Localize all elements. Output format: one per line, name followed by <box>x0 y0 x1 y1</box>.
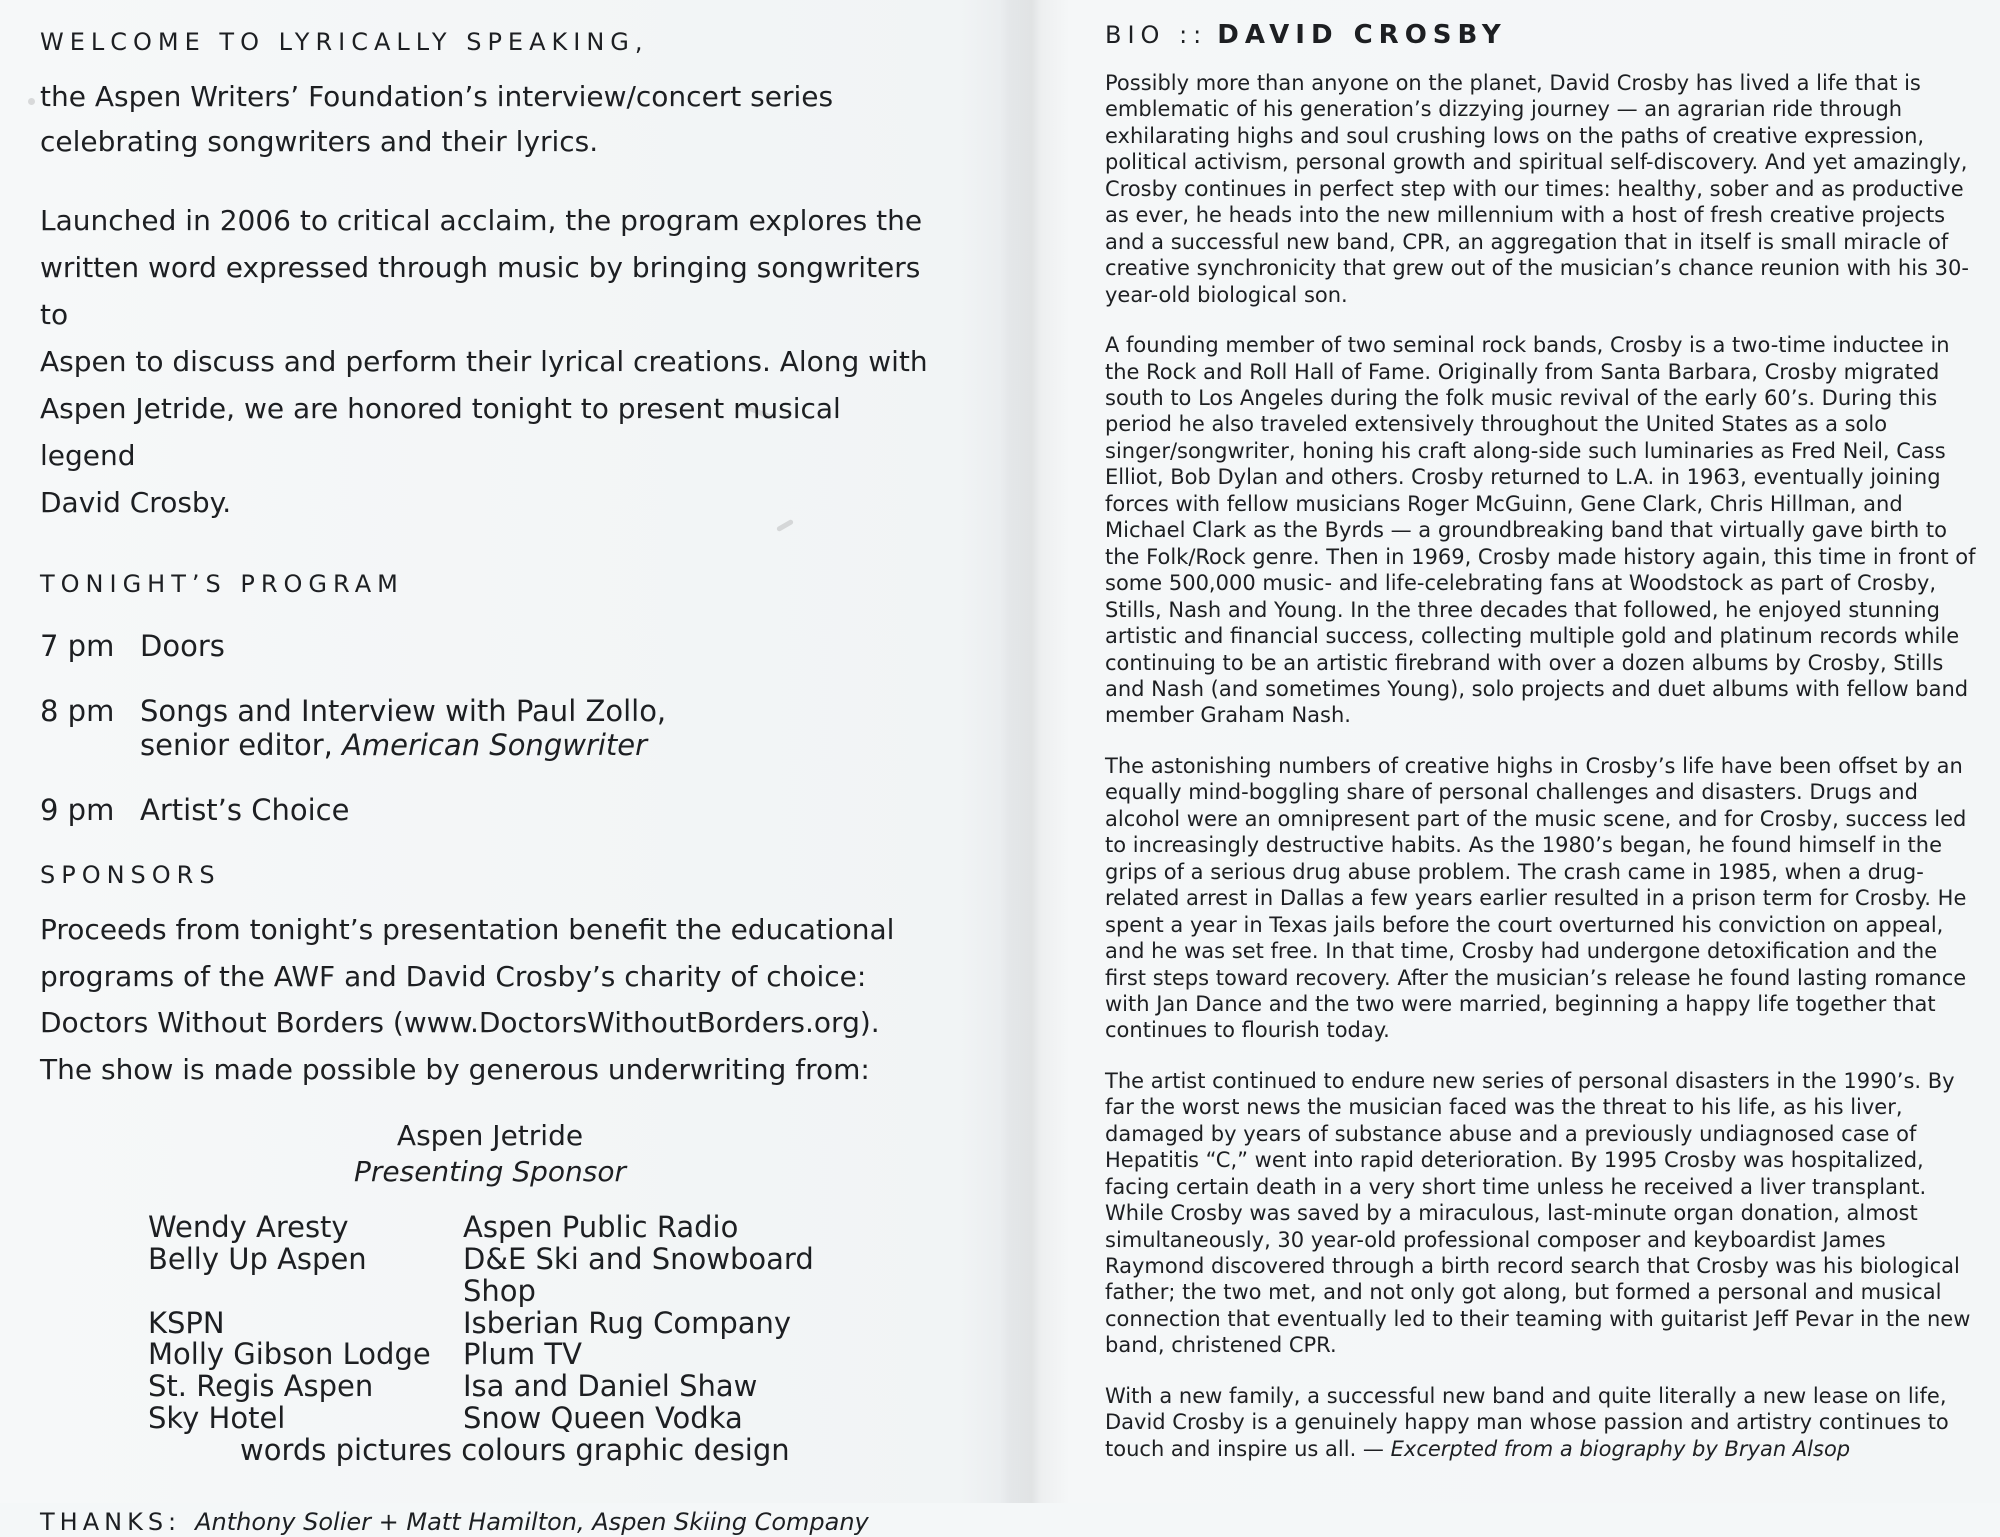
sponsor-name-grid <box>148 1209 970 1436</box>
program-description <box>140 695 666 762</box>
presenting-sponsor-label: Presenting Sponsor <box>353 1155 626 1189</box>
program-line: Artist’s Choice <box>140 792 350 827</box>
presenting-sponsor <box>40 1118 940 1190</box>
bio-closing-text: With a new family, a successful new band and quite literally a new lease on life, David Crosby is a genuinely happy man whose passion and artistry continues to touch and inspire us all. — <box>1105 1383 1949 1461</box>
program-row <box>40 794 800 827</box>
program-time: 7 pm <box>40 628 115 663</box>
sponsors-heading: SPONSORS <box>40 861 221 890</box>
sponsor-final-line: words pictures colours graphic design <box>240 1433 790 1468</box>
program-heading: TONIGHT’S PROGRAM <box>40 569 404 598</box>
sponsor-name: St. Regis Aspen <box>148 1369 374 1404</box>
program-row <box>40 630 800 663</box>
program-row <box>40 695 800 762</box>
program-description <box>140 630 225 663</box>
program-time: 9 pm <box>40 792 115 827</box>
thanks-label: THANKS: <box>40 1507 182 1536</box>
program-subline-prefix: senior editor, <box>140 727 343 762</box>
program-line: Doors <box>140 628 225 663</box>
bio-prefix: BIO :: <box>1105 21 1208 49</box>
program-time: 8 pm <box>40 694 115 729</box>
sponsor-name: Sky Hotel <box>148 1401 286 1436</box>
thanks-text: Anthony Solier + Matt Hamilton, Aspen Skiing Company <box>195 1507 869 1536</box>
sponsor-line-1: Proceeds from tonight’s presentation benefit the educational <box>40 913 895 947</box>
presenting-sponsor-name: Aspen Jetride <box>396 1119 584 1153</box>
bio-paragraph: Possibly more than anyone on the planet, David Crosby has lived a life that is emblematic of his generation’s dizzying journey — an agrarian ride through exhilarating highs and soul crushing lows on the paths of creative expression, political activism, personal growth and spiritual self-discovery. And yet amazingly, Crosby continues in perfect step with our times: healthy, sober and as productive as ever, he heads into the new millennium with a host of fresh creative projects and a successful new band, CPR, an aggregation that in itself is small miracle of creative synchronicity that grew out of the musician’s chance reunion with his 30-year-old biological son. <box>1105 71 1969 307</box>
intro-line-4: Aspen Jetride, we are honored tonight to present musical legend <box>40 391 841 472</box>
center-fold <box>1000 0 1070 1503</box>
program-subline-emphasis: American Songwriter <box>342 727 648 762</box>
bio-paragraph: The artist continued to endure new series of personal disasters in the 1990’s. By far the worst news the musician faced was the threat to his life, as his liver, damaged by years of substance abuse and a previously undiagnosed case of Hepatitis “C,” went into rapid deterioration. By 1995 Crosby was hospitalized, facing certain death in a very short time unless he received a liver transplant. While Crosby was saved by a miraculous, last-minute organ donation, almost simultaneously, 30 year-old professional composer and keyboardist James Raymond discovered through a birth record search that Crosby was his biological father; the two met, and not only got along, but formed a personal and musical connection that eventually led to their teaming with guitarist Jeff Pevar in the new band, christened CPR. <box>1105 1068 1971 1358</box>
program-line: Songs and Interview with Paul Zollo, <box>140 694 667 729</box>
sponsor-name: Snow Queen Vodka <box>463 1401 743 1436</box>
bio-paragraph: The astonishing numbers of creative highs in Crosby’s life have been offset by an equally mind-boggling share of personal challenges and disasters. Drugs and alcohol were an omnipresent part of the music scene, and for Crosby, success led to increasingly destructive habits. As the 1980’s began, he found himself in the grips of a serious drug abuse problem. The crash came in 1985, when a drug-related arrest in Dallas a few years earlier resulted in a prison term for Crosby. He spent a year in Texas jails before the court overturned his conviction on appeal, and he was set free. In that time, Crosby had undergone detoxification and the first steps toward recovery. After the musician’s release he found lasting romance with Jan Dance and the two were married, beginning a happy life together that continues to flourish today. <box>1105 753 1967 1043</box>
welcome-heading: WELCOME TO LYRICALLY SPEAKING, <box>40 28 649 56</box>
welcome-line-2: celebrating songwriters and their lyrics. <box>40 125 599 159</box>
thanks-line <box>40 1508 970 1537</box>
welcome-line-1: the Aspen Writers’ Foundation’s interview/concert series <box>40 80 834 113</box>
intro-line-3: Aspen to discuss and perform their lyrical creations. Along with <box>40 344 928 378</box>
intro-line-1: Launched in 2006 to critical acclaim, the program explores the <box>40 203 923 237</box>
program-subline <box>140 729 666 762</box>
sponsor-name: D&E Ski and Snowboard Shop <box>463 1241 814 1308</box>
intro-copy <box>40 197 940 526</box>
sponsor-name: Molly Gibson Lodge <box>148 1337 431 1372</box>
intro-line-5: David Crosby. <box>40 485 232 519</box>
program-description <box>140 794 349 827</box>
right-page <box>1090 0 1990 1503</box>
sponsor-name: Isa and Daniel Shaw <box>463 1369 758 1404</box>
sponsor-line-4: The show is made possible by generous underwriting from: <box>40 1052 870 1086</box>
sponsor-name: Wendy Aresty <box>148 1209 349 1244</box>
sponsor-name: Isberian Rug Company <box>463 1305 792 1340</box>
bio-closing-paragraph <box>1105 1383 1980 1462</box>
bio-heading <box>1105 20 1980 50</box>
sponsor-name: Plum TV <box>463 1337 582 1372</box>
bio-name: DAVID CROSBY <box>1217 20 1507 50</box>
sponsor-name: KSPN <box>148 1305 225 1340</box>
sponsor-line-3: Doctors Without Borders (www.DoctorsWithoutBorders.org). <box>40 1006 880 1040</box>
welcome-copy <box>40 74 890 165</box>
sponsor-name: Aspen Public Radio <box>463 1209 739 1244</box>
sponsor-copy <box>40 907 930 1093</box>
bio-paragraph: A founding member of two seminal rock bands, Crosby is a two-time inductee in the Rock and Roll Hall of Fame. Originally from Santa Barbara, Crosby migrated south to Los Angeles during the folk music revival of the early 60’s. During this period he also traveled extensively throughout the United States as a solo singer/songwriter, honing his craft along-side such luminaries as Fred Neil, Cass Elliot, Bob Dylan and others. Crosby returned to L.A. in 1963, eventually joining forces with fellow musicians Roger McGuinn, Gene Clark, Chris Hillman, and Michael Clark as the Byrds — a groundbreaking band that virtually gave birth to the Folk/Rock genre. Then in 1969, Crosby made history again, this time in front of some 500,000 music- and life-celebrating fans at Woodstock as part of Crosby, Stills, Nash and Young. In the three decades that followed, he enjoyed stunning artistic and financial success, collecting multiple gold and platinum records while continuing to be an artistic firebrand with over a dozen albums by Crosby, Stills and Nash (and sometimes Young), solo projects and duet albums with fellow band member Graham Nash. <box>1105 333 1976 728</box>
sponsor-name: Belly Up Aspen <box>148 1241 367 1276</box>
bio-closing-credit: Excerpted from a biography by Bryan Alsop <box>1390 1436 1851 1461</box>
program-list <box>40 630 800 827</box>
sponsor-line-2: programs of the AWF and David Crosby’s charity of choice: <box>40 959 867 993</box>
intro-line-2: written word expressed through music by bringing songwriters to <box>40 250 921 331</box>
